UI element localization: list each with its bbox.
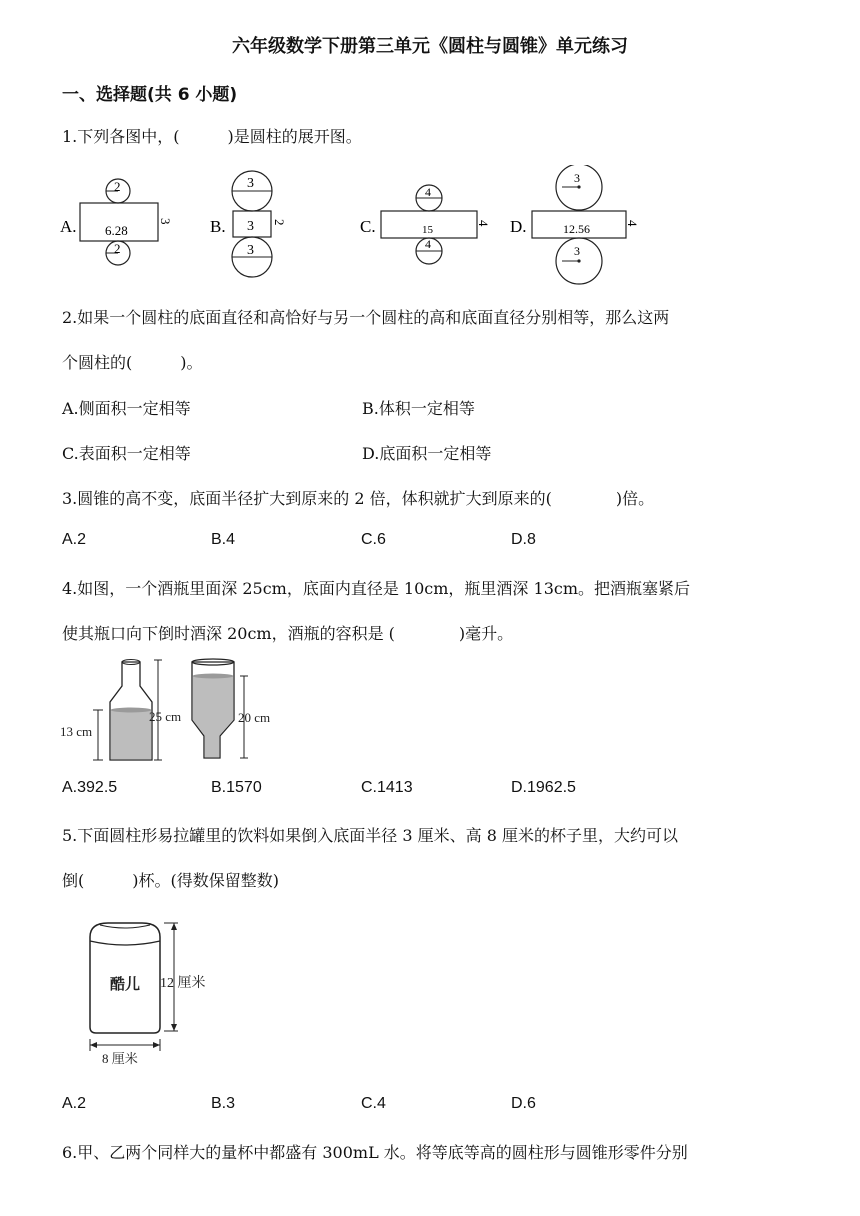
q2-option-c: C.表面积一定相等 <box>62 444 191 463</box>
q1-figure-c-letter: C. <box>360 217 376 236</box>
q3-option-a: A.2 <box>62 531 87 548</box>
q1-figure-b <box>210 171 287 277</box>
q1-figure-d <box>510 165 640 284</box>
q5-height-label: 12 厘米 <box>160 976 206 991</box>
q1-figure-b-bottom-label: 3 <box>247 243 254 258</box>
q1-figure-c-rect-label: 15 <box>422 224 433 236</box>
q5-can-figure <box>80 915 230 1067</box>
question-5-line-2: 倒( )杯。(得数保留整数) <box>62 871 279 890</box>
q2-option-a: A.侧面积一定相等 <box>62 399 191 418</box>
q1-figure-d-side-label: 4 <box>625 220 640 227</box>
question-5-line-1: 5.下面圆柱形易拉罐里的饮料如果倒入底面半径 3 厘米、高 8 厘米的杯子里，大约可以 <box>62 826 678 845</box>
q2-option-d: D.底面积一定相等 <box>362 444 492 463</box>
q1-figure-a-rect-label: 6.28 <box>105 223 128 238</box>
question-4-line-2: 使其瓶口向下倒时酒深 20cm，酒瓶的容积是 ( )毫升。 <box>62 624 514 643</box>
page-title: 六年级数学下册第三单元《圆柱与圆锥》单元练习 <box>232 36 628 57</box>
q5-option-d: D.6 <box>511 1095 536 1112</box>
q1-figure-a-bottom-label: 2 <box>114 241 121 256</box>
q1-figure-b-rect-label: 3 <box>247 219 254 234</box>
q1-figure-d-rect-label: 12.56 <box>563 222 590 236</box>
q5-width-label: 8 厘米 <box>102 1051 138 1066</box>
q4-label-13cm: 13 cm <box>60 724 93 739</box>
q1-figure-d-top-label: 3 <box>574 171 580 185</box>
q1-figure-d-bottom-label: 3 <box>574 244 580 258</box>
question-2-line-1: 2.如果一个圆柱的底面直径和高恰好与另一个圆柱的高和底面直径分别相等，那么这两 <box>62 308 670 327</box>
q1-figure-b-top-label: 3 <box>247 176 254 191</box>
question-3-stem: 3.圆锥的高不变，底面半径扩大到原来的 2 倍，体积就扩大到原来的( )倍。 <box>62 489 655 508</box>
q4-option-b: B.1570 <box>211 779 262 796</box>
q3-option-b: B.4 <box>211 531 236 548</box>
q3-option-d: D.8 <box>511 531 536 548</box>
q4-upright-bottle <box>60 660 181 761</box>
section-heading: 一、选择题(共 6 小题) <box>62 85 238 105</box>
q5-option-c: C.4 <box>361 1095 386 1112</box>
q1-figure-b-side-label: 2 <box>272 219 287 226</box>
q1-figure-c-bottom-label: 4 <box>425 237 431 251</box>
q4-label-25cm: 25 cm <box>149 709 182 724</box>
question-6-line-1: 6.甲、乙两个同样大的量杯中都盛有 300mL 水。将等底等高的圆柱形与圆锥形零件分别 <box>62 1143 688 1162</box>
q1-figure-c-side-label: 4 <box>476 220 491 227</box>
q4-option-c: C.1413 <box>361 779 413 796</box>
q1-figure-c <box>360 185 491 264</box>
q5-can-brand: 酷儿 <box>110 977 141 993</box>
q1-figure-a <box>60 179 173 265</box>
question-2-line-2: 个圆柱的( )。 <box>62 353 203 372</box>
q4-option-a: A.392.5 <box>62 779 118 796</box>
q1-figures <box>58 165 658 287</box>
q4-option-d: D.1962.5 <box>511 779 576 796</box>
question-4-line-1: 4.如图，一个酒瓶里面深 25cm，底面内直径是 10cm，瓶里酒深 13cm。把酒瓶塞紧后 <box>62 579 691 598</box>
q1-figure-a-top-label: 2 <box>114 179 121 194</box>
q1-figure-c-top-label: 4 <box>425 185 431 199</box>
q4-bottle-figure <box>58 654 298 766</box>
q5-option-a: A.2 <box>62 1095 87 1112</box>
q1-figure-d-letter: D. <box>510 217 527 236</box>
q3-option-c: C.6 <box>361 531 386 548</box>
q1-figure-b-letter: B. <box>210 217 226 236</box>
q4-inverted-bottle <box>192 659 270 758</box>
q4-label-20cm: 20 cm <box>238 710 271 725</box>
q1-figure-a-letter: A. <box>60 217 77 236</box>
q2-option-b: B.体积一定相等 <box>362 399 475 418</box>
q1-figure-a-side-label: 3 <box>158 218 173 225</box>
question-1-stem: 1.下列各图中，( )是圆柱的展开图。 <box>62 127 362 146</box>
q5-option-b: B.3 <box>211 1095 236 1112</box>
